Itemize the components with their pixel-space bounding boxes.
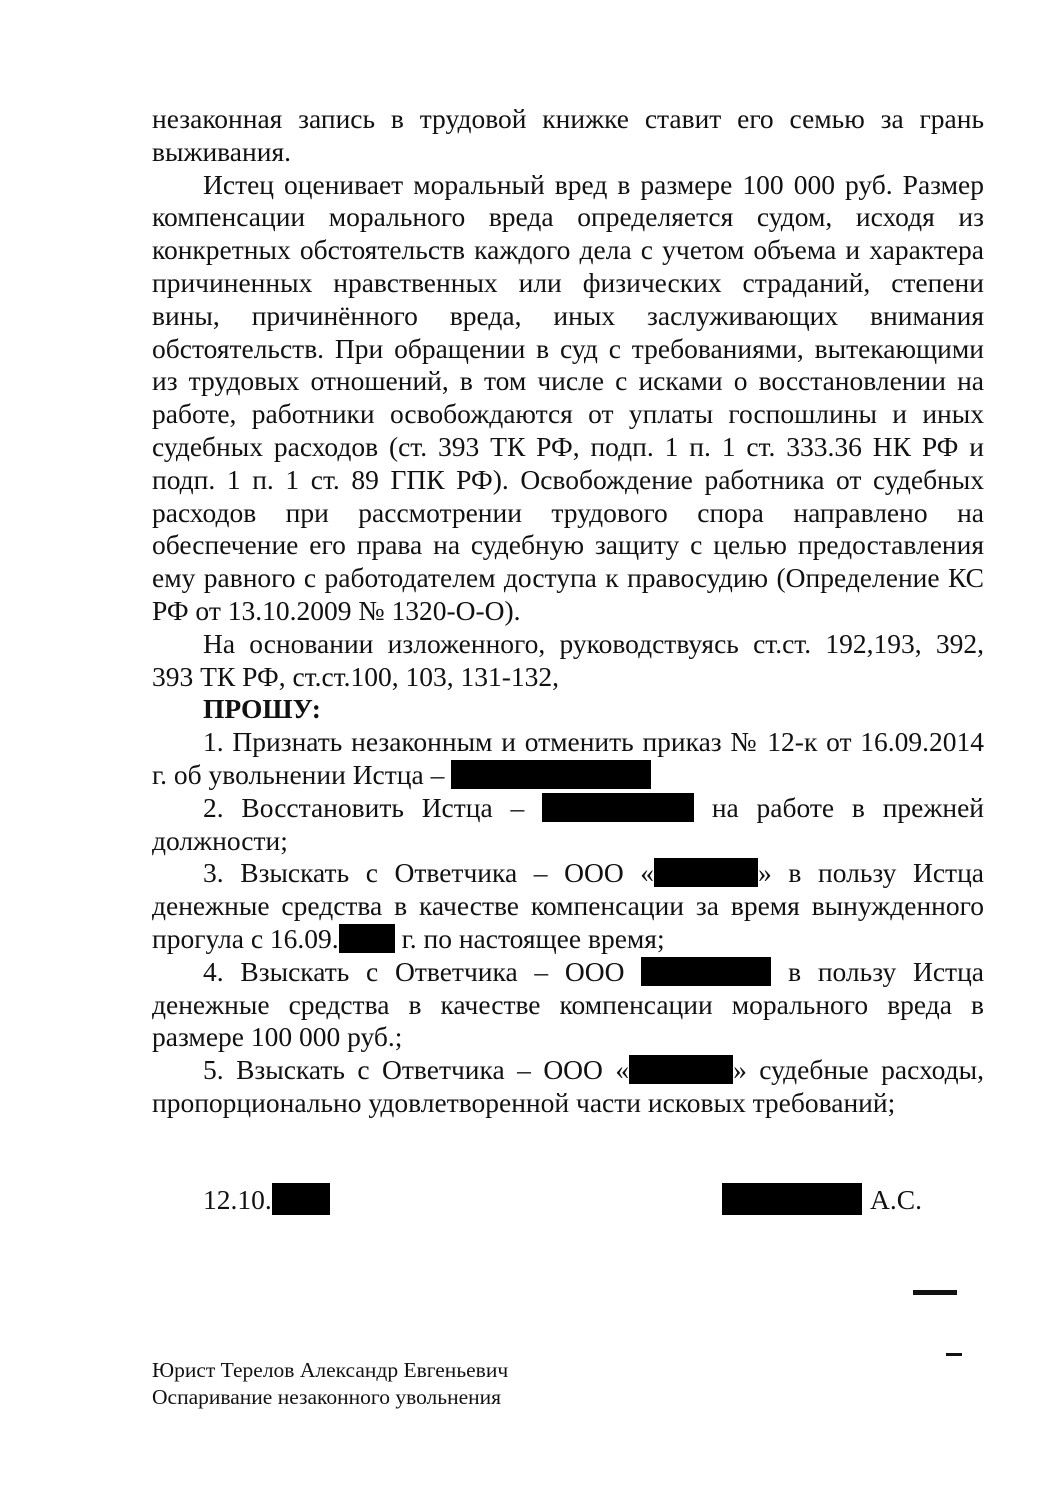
request-item-5 bbox=[152, 1054, 984, 1120]
redaction-box bbox=[629, 1055, 733, 1084]
request-item-4 bbox=[152, 956, 984, 1054]
request-item-1 bbox=[152, 726, 984, 792]
request-item-3-text-after: г. по настоящее время; bbox=[394, 922, 665, 954]
request-item-3-text-middle: » в пользу Истца денежные средства в качестве компенсации за время вынужденного прогула с 16.09. bbox=[152, 857, 984, 954]
redaction-box bbox=[451, 760, 651, 789]
signature-date-text: 12.10. bbox=[203, 1184, 272, 1215]
request-item-4-text-after: в пользу Истца денежные средства в качестве компенсации морального вреда в размере 100 000 руб.; bbox=[152, 955, 984, 1053]
signature-date bbox=[203, 1183, 330, 1216]
signature-name bbox=[722, 1183, 922, 1216]
request-item-2 bbox=[152, 792, 984, 858]
footer bbox=[152, 1357, 508, 1411]
document-body bbox=[152, 103, 984, 1120]
request-item-3-text-before: 3. Взыскать с Ответчика – ООО « bbox=[203, 857, 655, 889]
redaction-box bbox=[654, 858, 758, 887]
redaction-box bbox=[339, 924, 395, 953]
redaction-box bbox=[272, 1183, 330, 1215]
redaction-box bbox=[641, 957, 771, 986]
redaction-box bbox=[542, 793, 694, 822]
request-item-5-text-before: 5. Взыскать с Ответчика – ООО « bbox=[203, 1054, 630, 1086]
request-item-2-text-before: 2. Восстановить Истца – bbox=[203, 791, 543, 823]
footer-line-2: Оспаривание незаконного увольнения bbox=[152, 1385, 502, 1409]
request-item-4-text-before: 4. Взыскать с Ответчика – ООО bbox=[203, 955, 642, 987]
footer-line-1: Юрист Терелов Александр Евгеньевич bbox=[152, 1358, 509, 1382]
paragraph-continuation: незаконная запись в трудовой книжке ставит его семью за грань выживания. bbox=[152, 103, 984, 167]
request-heading: ПРОШУ: bbox=[203, 693, 321, 725]
signature-initials: А.С. bbox=[870, 1184, 922, 1215]
request-item-5-text-after: » судебные расходы, пропорционально удовлетворенной части исковых требований; bbox=[152, 1054, 984, 1118]
paragraph-legal-basis: На основании изложенного, руководствуясь ст.ст. 192,193, 392, 393 ТК РФ, ст.ст.100, 103, 131-132, bbox=[152, 627, 984, 692]
page-mark bbox=[913, 1290, 957, 1295]
request-item-1-text: 1. Признать незаконным и отменить приказ № 12-к от 16.09.2014 г. об увольнении Истца – bbox=[152, 726, 984, 790]
request-item-3 bbox=[152, 857, 984, 955]
request-item-2-text-after: на работе в прежней должности; bbox=[152, 791, 985, 856]
redaction-box bbox=[722, 1183, 862, 1215]
page-mark bbox=[946, 1353, 962, 1356]
paragraph-moral-damage: Истец оценивает моральный вред в размере 100 000 руб. Размер компенсации морального вреда определяется судом, исходя из конкретных обстоятельств каждого дела с учетом объема и характера причиненных нравственных или физических страданий, степени вины, причинённого вреда, иных заслуживающих внимания обстоятельств. При обращении в суд с требованиями, вытекающими из трудовых отношений, в том числе с исками о восстановлении на работе, работники освобождаются от уплаты госпошлины и иных судебных расходов (ст. 393 ТК РФ, подп. 1 п. 1 ст. 333.36 НК РФ и подп. 1 п. 1 ст. 89 ГПК РФ). Освобождение работника от судебных расходов при рассмотрении трудового спора направлено на обеспечение его права на судебную защиту с целью предоставления ему равного с работодателем доступа к правосудию (Определение КС РФ от 13.10.2009 № 1320-О-О). bbox=[152, 168, 984, 626]
